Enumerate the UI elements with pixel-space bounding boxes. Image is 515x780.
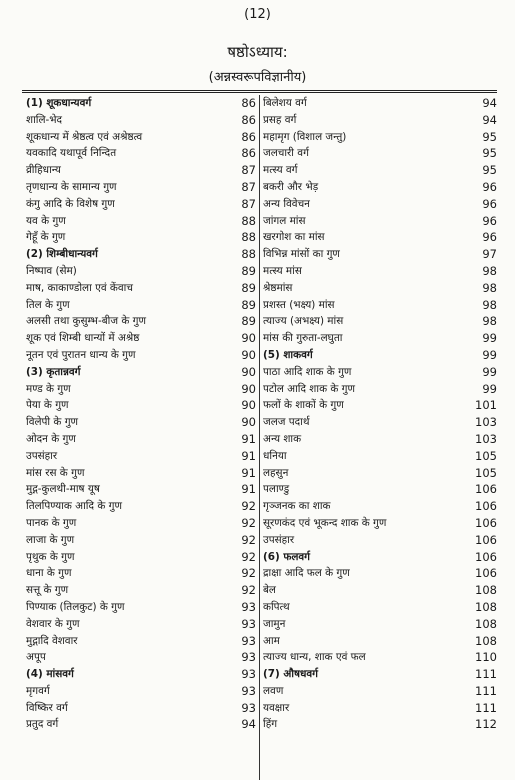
toc-entry-page: 93 [241, 599, 256, 614]
toc-entry-page: 96 [482, 179, 497, 194]
toc-entry-page: 108 [475, 616, 497, 631]
toc-entry [263, 683, 497, 700]
toc-entry-label: अन्य शाक [263, 432, 302, 445]
toc-right-column [263, 95, 497, 733]
toc-entry [263, 179, 497, 196]
toc-entry-label: वेशवार के गुण [26, 617, 80, 630]
toc-entry [26, 582, 256, 599]
toc-entry [263, 313, 497, 330]
toc-entry-label: यवकादि यथापूर्व निन्दित [26, 147, 117, 160]
toc-entry-page: 91 [241, 448, 256, 463]
toc-entry-label: जलचारी वर्ग [263, 147, 309, 160]
header-rule-double [22, 92, 497, 93]
toc-entry-page: 88 [241, 213, 256, 228]
toc-entry-page: 95 [482, 146, 497, 161]
toc-entry-page: 111 [475, 700, 497, 715]
toc-entry-page: 101 [475, 398, 497, 413]
toc-entry [26, 515, 256, 532]
toc-entry-page: 105 [475, 465, 497, 480]
column-divider [259, 95, 260, 780]
toc-entry-page: 99 [482, 364, 497, 379]
toc-entry-label: अलसी तथा कुसुम्भ-बीज के गुण [26, 315, 147, 328]
toc-entry [26, 297, 256, 314]
toc-entry-page: 91 [241, 465, 256, 480]
toc-entry-label: शालि-भेद [26, 113, 63, 126]
toc-entry [26, 649, 256, 666]
toc-entry-page: 87 [241, 163, 256, 178]
toc-entry-label: (7) औषधवर्ग [263, 668, 318, 681]
toc-entry [26, 313, 256, 330]
toc-entry-label: तृणधान्य के सामान्य गुण [26, 180, 117, 193]
toc-entry-label: यवक्षार [263, 701, 290, 714]
toc-entry-label: महामृग (विशाल जन्तु) [263, 130, 347, 143]
toc-entry-page: 91 [241, 431, 256, 446]
toc-entry-page: 106 [475, 566, 497, 581]
toc-entry-label: मांस की गुरुता-लघुता [263, 332, 343, 345]
toc-entry-label: मण्ड के गुण [26, 382, 71, 395]
toc-entry-label: (2) शिम्बीधान्यवर्ग [26, 248, 98, 261]
toc-entry [263, 481, 497, 498]
toc-entry-label: (5) शाकवर्ग [263, 348, 313, 361]
toc-entry-page: 92 [241, 549, 256, 564]
toc-entry-page: 96 [482, 196, 497, 211]
toc-entry-page: 92 [241, 583, 256, 598]
toc-entry [263, 448, 497, 465]
toc-entry [26, 565, 256, 582]
toc-entry [263, 565, 497, 582]
toc-entry-page: 95 [482, 129, 497, 144]
toc-entry-page: 90 [241, 381, 256, 396]
toc-entry-label: विलेपी के गुण [26, 416, 79, 429]
toc-entry-label: धाना के गुण [26, 567, 72, 580]
toc-entry-label: मुद्गादि वेशवार [26, 634, 78, 647]
toc-section-heading [26, 364, 256, 381]
toc-left-column [26, 95, 256, 733]
toc-entry-page: 108 [475, 633, 497, 648]
toc-entry [263, 381, 497, 398]
toc-entry [26, 481, 256, 498]
toc-entry-label: (1) शूकधान्यवर्ग [26, 97, 92, 109]
toc-entry-label: आम [263, 634, 280, 647]
toc-entry-label: लाजा के गुण [26, 533, 75, 546]
toc-entry-page: 111 [475, 683, 497, 698]
toc-entry [263, 716, 497, 733]
toc-entry-label: बकरी और भेड़ [263, 180, 319, 193]
toc-entry-label: अपूप [26, 651, 46, 664]
toc-entry [26, 716, 256, 733]
toc-entry [263, 431, 497, 448]
toc-entry-label: सत्तू के गुण [26, 584, 69, 597]
toc-entry-label: (4) मांसवर्ग [26, 668, 74, 681]
toc-entry-label: पटोल आदि शाक के गुण [263, 382, 355, 395]
toc-entry [26, 465, 256, 482]
toc-entry-label: विभिन्न मांसों का गुण [263, 248, 340, 261]
toc-entry [26, 414, 256, 431]
toc-entry-label: बेल [263, 584, 276, 597]
toc-entry-label: तिलपिण्याक आदि के गुण [26, 500, 122, 513]
toc-entry [263, 616, 497, 633]
toc-entry-page: 111 [475, 667, 497, 682]
toc-entry [26, 431, 256, 448]
toc-entry [263, 649, 497, 666]
toc-entry-label: उपसंहार [26, 449, 58, 462]
toc-entry [263, 246, 497, 263]
toc-entry-page: 112 [475, 717, 497, 732]
toc-entry [263, 515, 497, 532]
toc-entry [263, 465, 497, 482]
toc-entry [26, 616, 256, 633]
toc-entry [263, 700, 497, 717]
toc-entry-page: 106 [475, 532, 497, 547]
toc-entry-page: 94 [482, 112, 497, 127]
toc-entry-page: 92 [241, 532, 256, 547]
toc-entry-page: 108 [475, 599, 497, 614]
toc-entry [263, 330, 497, 347]
toc-entry-page: 92 [241, 566, 256, 581]
toc-entry-label: लवण [263, 684, 284, 697]
toc-entry-label: पलाण्डु [263, 483, 290, 496]
toc-entry-label: त्याज्य (अभक्ष्य) मांस [263, 315, 344, 328]
toc-entry [26, 229, 256, 246]
toc-entry-page: 87 [241, 179, 256, 194]
toc-entry-page: 89 [241, 280, 256, 295]
toc-entry [263, 229, 497, 246]
toc-entry-page: 86 [241, 146, 256, 161]
toc-entry [26, 196, 256, 213]
toc-entry-label: मांस रस के गुण [26, 466, 85, 479]
toc-entry [263, 532, 497, 549]
toc-entry [26, 112, 256, 129]
toc-entry [263, 213, 497, 230]
chapter-title: षष्ठोऽध्याय: [227, 43, 288, 61]
toc-entry [26, 532, 256, 549]
toc-entry-label: विष्किर वर्ग [26, 701, 68, 714]
toc-entry-label: उपसंहार [263, 533, 295, 546]
toc-section-heading [26, 95, 256, 112]
toc-entry-label: व्रीहिधान्य [26, 164, 61, 177]
toc-entry [263, 95, 497, 112]
toc-entry-page: 90 [241, 364, 256, 379]
toc-entry [263, 599, 497, 616]
toc-entry-label: पेया के गुण [26, 399, 69, 412]
toc-entry-page: 94 [482, 96, 497, 110]
toc-entry-label: फलों के शाकों के गुण [263, 399, 344, 412]
toc-entry [26, 381, 256, 398]
toc-entry-page: 86 [241, 112, 256, 127]
toc-section-heading [26, 666, 256, 683]
toc-entry [26, 397, 256, 414]
toc-entry-label: पाठा आदि शाक के गुण [263, 365, 352, 378]
toc-entry-label: श्रेष्ठमांस [263, 281, 293, 294]
toc-entry-page: 93 [241, 667, 256, 682]
toc-entry [26, 145, 256, 162]
toc-entry-page: 110 [475, 650, 497, 665]
toc-entry-page: 106 [475, 549, 497, 564]
toc-entry-page: 90 [241, 331, 256, 346]
toc-entry-page: 93 [241, 650, 256, 665]
toc-entry [263, 297, 497, 314]
toc-entry-label: बिलेशय वर्ग [263, 97, 307, 109]
toc-entry [263, 498, 497, 515]
toc-entry-label: मत्स्य वर्ग [263, 164, 298, 177]
toc-entry [263, 145, 497, 162]
toc-entry-page: 92 [241, 515, 256, 530]
toc-entry-page: 90 [241, 347, 256, 362]
toc-entry-page: 89 [241, 297, 256, 312]
toc-entry [26, 347, 256, 364]
toc-entry [263, 633, 497, 650]
toc-entry-label: निष्पाव (सेम) [26, 264, 77, 277]
toc-entry [26, 129, 256, 146]
toc-entry-page: 98 [482, 263, 497, 278]
toc-entry [263, 397, 497, 414]
toc-entry [263, 112, 497, 129]
toc-section-heading [263, 347, 497, 364]
toc-entry-label: गृञ्जनक का शाक [263, 500, 331, 513]
toc-entry [263, 196, 497, 213]
toc-entry-page: 99 [482, 347, 497, 362]
toc-entry-page: 90 [241, 398, 256, 413]
toc-entry-page: 91 [241, 482, 256, 497]
toc-entry-label: सूरणकंद एवं भूकन्द शाक के गुण [263, 516, 387, 529]
toc-entry-label: माष, काकाण्डोला एवं केंवाच [26, 281, 133, 294]
toc-entry-label: पानक के गुण [26, 516, 77, 529]
toc-entry-label: (3) कृतान्नवर्ग [26, 365, 81, 378]
toc-entry-label: जामुन [263, 617, 286, 630]
toc-entry-label: मृगवर्ग [26, 684, 50, 697]
toc-entry-page: 89 [241, 263, 256, 278]
toc-entry [26, 599, 256, 616]
toc-entry-label: शूक एवं शिम्बी धान्यों में अश्रेष्ठ [26, 332, 140, 345]
toc-entry-page: 93 [241, 683, 256, 698]
toc-entry-label: पृथुक के गुण [26, 550, 75, 563]
toc-entry-label: हिंग [263, 718, 278, 731]
toc-entry [263, 129, 497, 146]
toc-entry-page: 86 [241, 129, 256, 144]
toc-entry-label: कंगु आदि के विशेष गुण [26, 197, 115, 210]
toc-entry-label: ओदन के गुण [26, 432, 76, 445]
toc-entry-label: अन्य विवेचन [263, 197, 310, 210]
toc-entry-page: 89 [241, 314, 256, 329]
toc-entry-page: 105 [475, 448, 497, 463]
toc-entry-page: 108 [475, 583, 497, 598]
toc-entry-page: 96 [482, 213, 497, 228]
toc-entry-label: प्रशस्त (भक्ष्य) मांस [263, 298, 335, 311]
toc-entry-page: 106 [475, 482, 497, 497]
toc-entry-label: नूतन एवं पुरातन धान्य के गुण [26, 348, 136, 361]
toc-entry [26, 280, 256, 297]
toc-entry [26, 549, 256, 566]
toc-entry-label: लहसुन [263, 466, 289, 479]
toc-entry-page: 103 [475, 415, 497, 430]
toc-entry [263, 414, 497, 431]
toc-entry [26, 683, 256, 700]
toc-entry-label: मुद्ग-कुलथी-माष यूष [26, 483, 100, 496]
toc-entry-label: धनिया [263, 449, 287, 462]
toc-entry-page: 93 [241, 616, 256, 631]
toc-entry-page: 90 [241, 415, 256, 430]
toc-entry-label: (6) फलवर्ग [263, 550, 311, 563]
toc-entry-page: 93 [241, 700, 256, 715]
toc-entry-page: 96 [482, 230, 497, 245]
toc-entry [263, 364, 497, 381]
toc-entry-page: 92 [241, 499, 256, 514]
toc-entry-page: 99 [482, 331, 497, 346]
toc-entry [26, 633, 256, 650]
toc-entry-page: 87 [241, 196, 256, 211]
toc-entry [263, 280, 497, 297]
toc-entry-page: 94 [241, 717, 256, 732]
toc-entry-label: तिल के गुण [26, 298, 70, 311]
toc-entry-label: यव के गुण [26, 214, 66, 227]
toc-entry [26, 498, 256, 515]
toc-entry [26, 330, 256, 347]
header-rule [22, 90, 497, 91]
toc-entry-page: 98 [482, 314, 497, 329]
toc-entry [26, 700, 256, 717]
page-number: (12) [244, 7, 271, 22]
toc-entry-page: 93 [241, 633, 256, 648]
toc-entry-page: 106 [475, 515, 497, 530]
toc-section-heading [263, 666, 497, 683]
toc-entry-page: 106 [475, 499, 497, 514]
toc-entry [26, 213, 256, 230]
toc-entry [26, 263, 256, 280]
toc-entry-page: 95 [482, 163, 497, 178]
toc-entry-label: प्रतुद वर्ग [26, 718, 59, 731]
toc-entry [26, 162, 256, 179]
toc-entry-label: द्राक्षा आदि फल के गुण [263, 567, 350, 580]
toc-section-heading [263, 549, 497, 566]
toc-entry [26, 448, 256, 465]
toc-entry-page: 98 [482, 297, 497, 312]
toc-entry-page: 97 [482, 247, 497, 262]
toc-entry-label: प्रसह वर्ग [263, 113, 297, 126]
toc-entry-label: कपित्थ [263, 600, 290, 613]
toc-entry-page: 86 [241, 96, 256, 110]
toc-entry [263, 162, 497, 179]
toc-entry-page: 103 [475, 431, 497, 446]
toc-entry-page: 99 [482, 381, 497, 396]
toc-entry-page: 98 [482, 280, 497, 295]
toc-entry-label: शूकधान्य में श्रेष्ठत्व एवं अश्रेष्ठत्व [26, 130, 143, 143]
toc-entry [26, 179, 256, 196]
toc-entry-page: 88 [241, 230, 256, 245]
toc-entry [263, 582, 497, 599]
toc-entry-label: गेहूँ के गुण [26, 231, 66, 244]
toc-section-heading [26, 246, 256, 263]
toc-entry-label: जलज पदार्थ [263, 416, 310, 429]
toc-entry-label: जांगल मांस [263, 214, 306, 227]
toc-entry [263, 263, 497, 280]
toc-entry-label: मत्स्य मांस [263, 264, 302, 277]
toc-entry-label: पिण्याक (तिलकुट) के गुण [26, 600, 125, 613]
toc-entry-label: त्याज्य धान्य, शाक एवं फल [263, 651, 366, 664]
chapter-subtitle: (अन्नस्वरूपविज्ञानीय) [208, 70, 307, 85]
toc-entry-label: खरगोश का मांस [263, 231, 325, 244]
toc-entry-page: 88 [241, 247, 256, 262]
